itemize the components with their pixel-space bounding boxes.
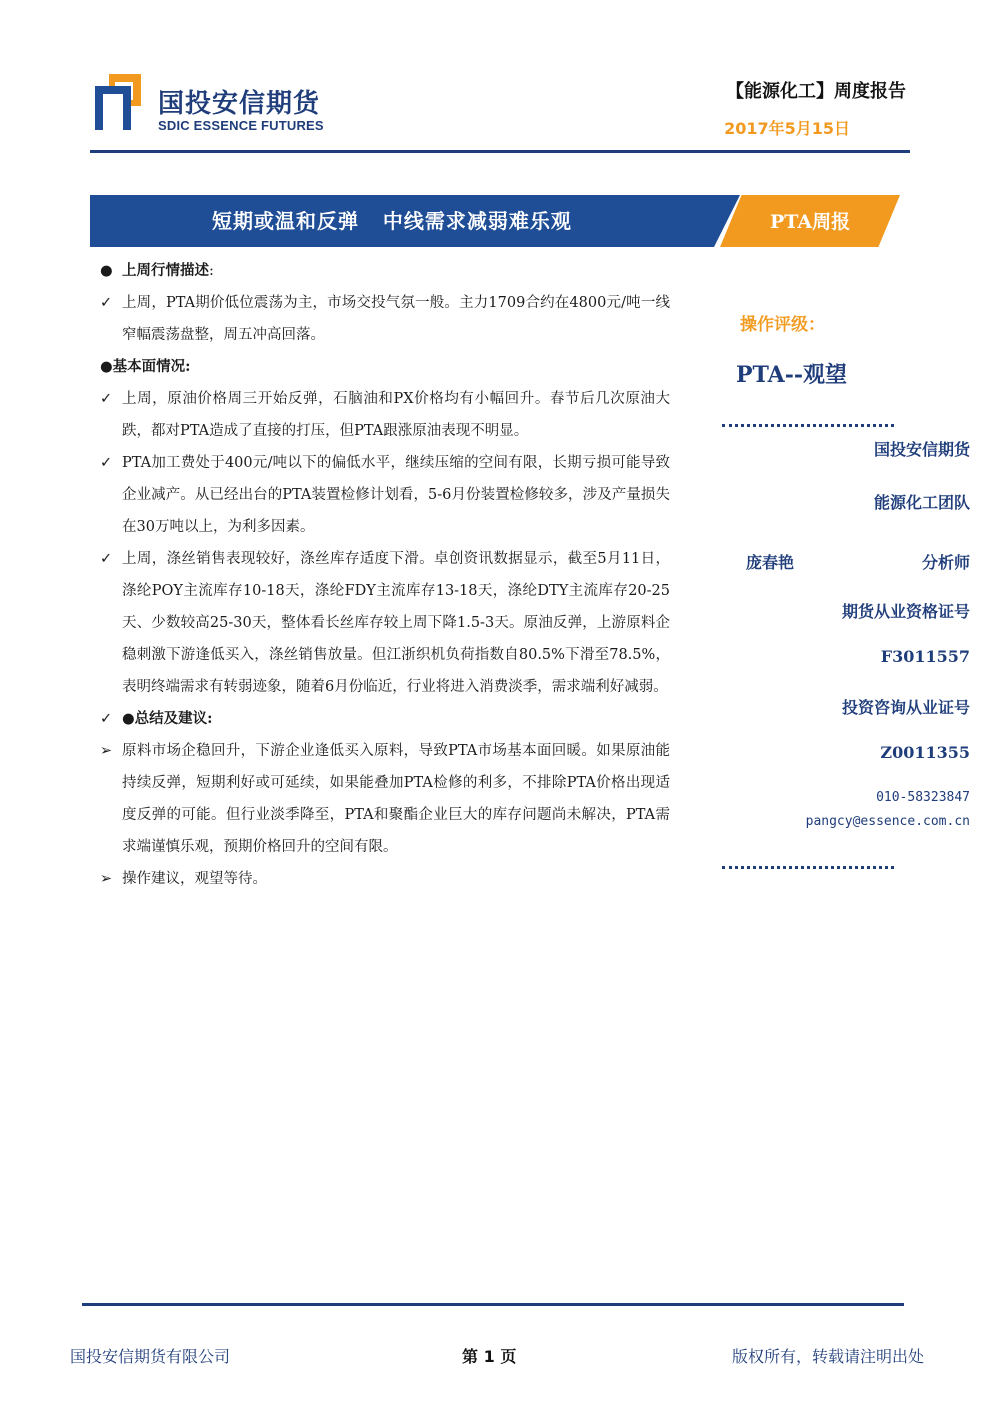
check-icon: ✓ xyxy=(100,455,113,471)
list-item: ✓ 上周，原油价格周三开始反弹，石脑油和PX价格均有小幅回升。春节后几次原油大跌，都对PTA造成了直接的打压，但PTA跟涨原油表现不明显。 xyxy=(100,383,670,447)
sidebar-divider xyxy=(722,424,894,427)
contact-email[interactable]: pangcy@essence.com.cn xyxy=(805,814,970,829)
main-content xyxy=(100,255,670,895)
futures-cert-label: 期货从业资格证号 xyxy=(841,602,970,621)
analyst-title: 分析师 xyxy=(921,553,970,572)
footer-company: 国投安信期货有限公司 xyxy=(70,1347,231,1366)
list-item: ➢ 原料市场企稳回升，下游企业逢低买入原料，导致PTA市场基本面回暖。如果原油能持续反弹，短期利好或可延续，如果能叠加PTA检修的利多，不排除PTA价格出现适度反弹的可能。但行业淡季降至，PTA和聚酯企业巨大的库存问题尚未解决，PTA需求端谨慎乐观，预期价格回升的空间有限。 xyxy=(100,735,670,863)
page-number: 第 1 页 xyxy=(462,1347,517,1366)
company-logo xyxy=(95,74,143,130)
report-type: 【能源化工】周度报告 xyxy=(726,81,906,102)
contact-phone: 010-58323847 xyxy=(876,790,970,805)
check-icon: ✓ xyxy=(100,711,113,727)
section-heading-summary: ✓ ●总结及建议: xyxy=(100,703,670,735)
arrow-bullet-icon: ➢ xyxy=(100,871,113,887)
report-tag: PTA周报 xyxy=(770,211,851,233)
check-icon: ✓ xyxy=(100,551,113,567)
list-item: ➢ 操作建议，观望等待。 xyxy=(100,863,670,895)
section-heading-market: ● 上周行情描述 : xyxy=(100,255,670,287)
consult-cert-label: 投资咨询从业证号 xyxy=(841,698,970,717)
list-item: ✓ PTA加工费处于400元/吨以下的偏低水平，继续压缩的空间有限，长期亏损可能导致企业减产。从已经出台的PTA装置检修计划看，5-6月份装置检修较多，涉及产量损失在30万吨以上，为利多因素。 xyxy=(100,447,670,543)
list-item: ✓ 上周，PTA期价低位震荡为主，市场交投气氛一般。主力1709合约在4800元/吨一线窄幅震荡盘整，周五冲高回落。 xyxy=(100,287,670,351)
section-heading-fundamentals: ● 基本面情况: xyxy=(100,351,670,383)
bullet-icon: ● xyxy=(100,263,113,279)
consult-cert: Z0011355 xyxy=(880,743,970,762)
list-item: ✓ 上周，涤丝销售表现较好，涤丝库存适度下滑。卓创资讯数据显示，截至5月11日，涤纶POY主流库存10-18天，涤纶FDY主流库存13-18天，涤纶DTY主流库存20-25天、少数较高25-30天，整体看长丝库存较上周下降1.5-3天。原油反弹，上游原料企稳刺激下游逢低买入，涤丝销售放量。但江浙织机负荷指数自80.5%下滑至78.5%，表明终端需求有转弱迹象，随着6月份临近，行业将进入消费淡季，需求端利好减弱。 xyxy=(100,543,670,703)
footer-divider xyxy=(82,1303,904,1306)
check-icon: ✓ xyxy=(100,295,113,311)
check-icon: ✓ xyxy=(100,391,113,407)
arrow-bullet-icon: ➢ xyxy=(100,743,113,759)
futures-cert: F3011557 xyxy=(880,647,970,666)
title-banner xyxy=(90,195,900,247)
brand-name-cn: 国投安信期货 xyxy=(158,89,321,119)
analyst-name: 庞春艳 xyxy=(746,553,795,572)
header-divider xyxy=(90,150,910,153)
brand-name-en: SDIC ESSENCE FUTURES xyxy=(158,118,324,133)
rating-label: 操作评级： xyxy=(740,315,825,335)
sidebar-company: 国投安信期货 xyxy=(873,440,970,459)
sidebar-divider xyxy=(722,866,894,869)
report-title: 短期或温和反弹 中线需求减弱难乐观 xyxy=(212,209,572,233)
bullet-icon: ● xyxy=(100,358,113,375)
rating-value: PTA--观望 xyxy=(735,362,847,388)
sidebar-team: 能源化工团队 xyxy=(873,493,970,512)
report-date: 2017年5月15日 xyxy=(724,119,850,138)
footer-copyright: 版权所有，转载请注明出处 xyxy=(731,1347,924,1366)
